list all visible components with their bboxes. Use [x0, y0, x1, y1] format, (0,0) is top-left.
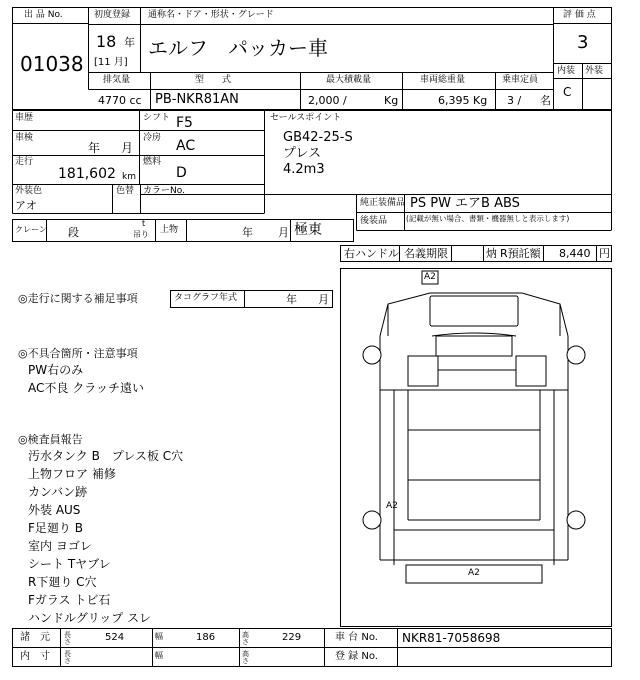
ext-color: アオ — [15, 199, 37, 212]
length-label: 長さ — [64, 631, 71, 646]
score: 3 — [577, 32, 589, 53]
inspector-note: 室内 ヨゴレ — [28, 539, 92, 553]
damage-mark: A2 — [468, 568, 480, 578]
color-no-label: カラーNo. — [143, 186, 185, 196]
inspector-note: F足廻り B — [28, 521, 83, 535]
crane-lift-unit: 吊り — [133, 230, 149, 239]
color-change-label: 色替 — [116, 186, 135, 196]
height-value: 229 — [282, 632, 302, 643]
tacho-month-unit: 月 — [318, 293, 329, 306]
inspector-note: 汚水タンク B プレス板 C穴 — [28, 449, 184, 463]
aftermarket-label: 後装品 — [360, 216, 388, 226]
inspector-note: カンバン跡 — [28, 485, 88, 499]
upper-maker: 極東 — [294, 222, 322, 238]
interior-label: 内装 — [557, 66, 576, 76]
max-load-unit: Kg — [384, 94, 399, 107]
sales-point-1: GB42-25-S — [283, 130, 353, 145]
car-name: エルフ パッカー車 — [148, 36, 328, 60]
driving-notes-title: ◎走行に関する補足事項 — [18, 292, 138, 305]
crane-ton-unit: t — [142, 219, 146, 228]
inner-length-label: 長さ — [64, 650, 71, 665]
chassis-no: NKR81-7058698 — [402, 631, 501, 645]
reg-no-label: 登 録 No. — [335, 651, 378, 662]
equipment-label: 純正装備品 — [360, 198, 406, 208]
shift-label: シフト — [143, 113, 171, 123]
inner-width-label: 幅 — [155, 651, 163, 660]
score-label: 評 価 点 — [563, 10, 596, 20]
steering: 右ハンドル — [344, 247, 399, 260]
interior-grade: C — [563, 85, 572, 99]
upper-year-unit: 年 — [242, 226, 253, 239]
inspector-note: ハンドルグリップ スレ — [28, 611, 152, 625]
width-value: 186 — [196, 632, 216, 643]
mileage-unit: km — [122, 172, 136, 182]
fuel-label: 燃料 — [143, 157, 162, 167]
inspector-note: Fガラス トビ石 — [28, 593, 111, 607]
r-deposit-value: 8,440 — [559, 247, 591, 260]
damage-mark: A2 — [424, 272, 436, 282]
width-label: 幅 — [155, 632, 163, 641]
lot-no: 01038 — [20, 52, 84, 76]
lot-no-label: 出 品 No. — [24, 10, 63, 20]
reg-month: [11 月] — [94, 57, 128, 68]
inspection-label: 車検 — [15, 133, 34, 143]
reg-year: 18 — [96, 32, 117, 51]
mileage: 181,602 — [58, 166, 116, 182]
displacement-label: 排気量 — [103, 75, 131, 85]
inspector-note: R下廻り C穴 — [28, 575, 97, 589]
capacity-unit: 名 — [540, 94, 551, 107]
ac-label: 冷房 — [143, 133, 162, 143]
inspector-note: シート Tヤブレ — [28, 557, 111, 571]
length-value: 524 — [105, 632, 125, 643]
ac: AC — [176, 138, 196, 154]
dims-label: 諸 元 — [20, 632, 50, 643]
upper-label: 上物 — [160, 225, 179, 235]
first-reg-label: 初度登録 — [94, 10, 131, 20]
exterior-label: 外装 — [585, 66, 604, 76]
model-name-label: 通称名・ドア・形状・グレード — [148, 10, 274, 20]
shift: F5 — [176, 115, 193, 131]
displacement: 4770 cc — [98, 94, 142, 107]
chassis-label: 車 台 No. — [335, 632, 378, 643]
inspection-year-unit: 年 — [88, 141, 101, 155]
gross-weight-label: 車両総重量 — [420, 75, 466, 85]
gross-weight: 6,395 Kg — [438, 94, 488, 107]
sales-point-3: 4.2m3 — [283, 162, 325, 177]
r-deposit-label: R預託額 — [500, 247, 541, 260]
tacho-label: タコグラフ年式 — [174, 293, 238, 303]
crane-stage-unit: 段 — [68, 226, 79, 239]
sales-point-2: プレス — [283, 146, 322, 161]
aftermarket-note: (記載が無い場合、書類・機器無しと表示します) — [406, 214, 570, 223]
inspector-note: 上物フロア 補修 — [28, 467, 116, 481]
mileage-label: 走行 — [15, 157, 34, 167]
capacity: 3 / — [507, 94, 522, 107]
max-load-label: 最大積載量 — [326, 75, 372, 85]
capacity-label: 乗車定員 — [502, 75, 539, 85]
tacho-year-unit: 年 — [286, 293, 297, 306]
model-code-label: 型 式 — [195, 75, 232, 85]
inspection-month-unit: 月 — [121, 141, 134, 155]
equipment: PS PW エアB ABS — [410, 196, 520, 211]
inspector-note: 外装 AUS — [28, 503, 81, 517]
fuel: D — [176, 165, 187, 181]
reg-year-unit: 年 — [124, 36, 135, 49]
ext-color-label: 外装色 — [15, 186, 43, 196]
max-load: 2,000 / — [308, 94, 347, 107]
defect-item: AC不良 クラッチ遠い — [28, 381, 144, 395]
damage-mark: A2 — [386, 501, 398, 511]
name-change-label: 名義期限 — [404, 247, 448, 260]
upper-month-unit: 月 — [278, 226, 289, 239]
inner-height-label: 高さ — [242, 650, 249, 665]
crane-label: クレーン — [15, 225, 47, 234]
model-code: PB-NKR81AN — [155, 92, 239, 107]
defects-title: ◎不具合箇所・注意事項 — [18, 347, 138, 360]
mile-mark: 㶧 — [486, 247, 497, 260]
inspector-title: ◎検査員報告 — [18, 433, 83, 446]
history-label: 車歴 — [15, 113, 34, 123]
sales-point-label: セールスポイント — [270, 113, 342, 123]
defect-item: PW右のみ — [28, 363, 84, 377]
height-label: 高さ — [242, 631, 249, 646]
r-deposit-unit: 円 — [599, 247, 610, 260]
interior-dims-label: 内 寸 — [20, 651, 50, 662]
